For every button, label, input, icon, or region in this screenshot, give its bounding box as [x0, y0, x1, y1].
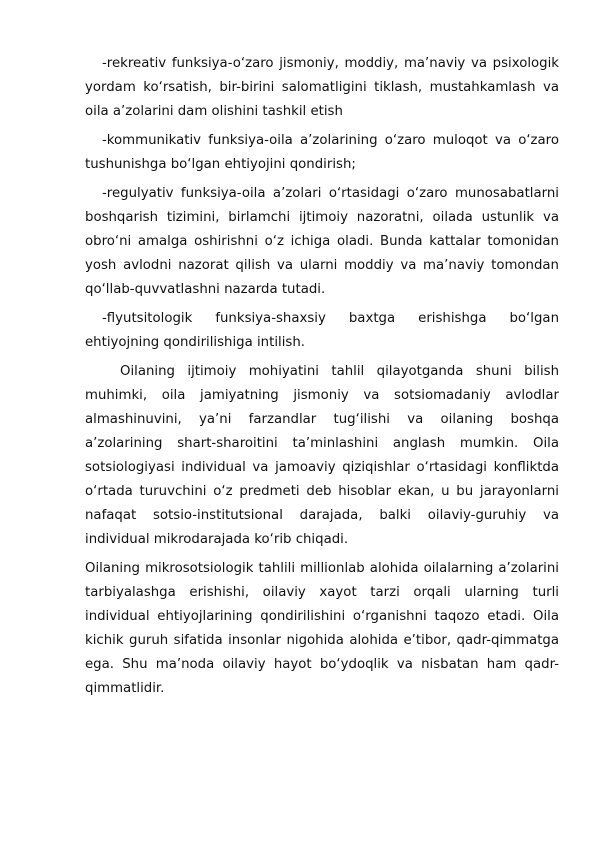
paragraph-regulyativ-function: -regulyativ funksiya-oila a’zolari o‘rtasidagi o‘zaro munosabatlarni boshqarish tizimini, birlamchi ijtimoiy nazoratni, oilada ustunlik va obro‘ni amalga oshirishni o‘z ichiga oladi. Bunda kattalar tomonidan yosh avlodni nazorat qilish va ularni moddiy va ma’naviy tomondan qo‘llab-quvvatlashni nazarda tutadi. [85, 186, 559, 297]
paragraph-rekreativ-function: -rekreativ funksiya-o‘zaro jismoniy, moddiy, ma’naviy va psixologik yordam ko‘rsatish, bir-birini salomatligini tiklash, mustahkamlash va oila a’zolarini dam olishini tashkil etish [85, 56, 559, 119]
paragraph-kommunikativ-function: -kommunikativ funksiya-oila a’zolarining o‘zaro muloqot va o‘zaro tushunishga bo‘lgan ehtiyojini qondirish; [85, 133, 559, 172]
paragraph-microsociological-analysis: Oilaning mikrosotsiologik tahlili millionlab alohida oilalarning a’zolarini tarbiyalashga erishishi, oilaviy xayot tarzi orqali ularning turli individual ehtiyojlarining qondirilishini o‘rganishni taqozo etadi. Oila kichik guruh sifatida insonlar nigohida alohida e’tibor, qadr-qimmatga ega. Shu ma’noda oilaviy hayot bo‘ydoqlik va nisbatan ham qadr-qimmatlidir. [85, 561, 559, 696]
paragraph-social-essence: Oilaning ijtimoiy mohiyatini tahlil qilayotganda shuni bilish muhimki, oila jamiyatning jismoniy va sotsiomadaniy avlodlar almashinuvini, ya’ni farzandlar tug‘ilishi va oilaning boshqa a’zolarining shart-sharoitini ta’minlashini anglash mumkin. Oila sotsiologiyasi individual va jamoaviy qiziqishlar o‘rtasidagi konfliktda o‘rtada turuvchini o‘z predmeti deb hisoblar ekan, u bu jarayonlarni nafaqat sotsio-institutsional darajada, balki oilaviy-guruhiy va individual mikrodarajada ko‘rib chiqadi. [85, 364, 559, 547]
document-page [85, 52, 559, 706]
paragraph-flyutsitologik-function: -flyutsitologik funksiya-shaxsiy baxtga erishishga bo‘lgan ehtiyojning qondirilishiga intilish. [85, 311, 559, 350]
